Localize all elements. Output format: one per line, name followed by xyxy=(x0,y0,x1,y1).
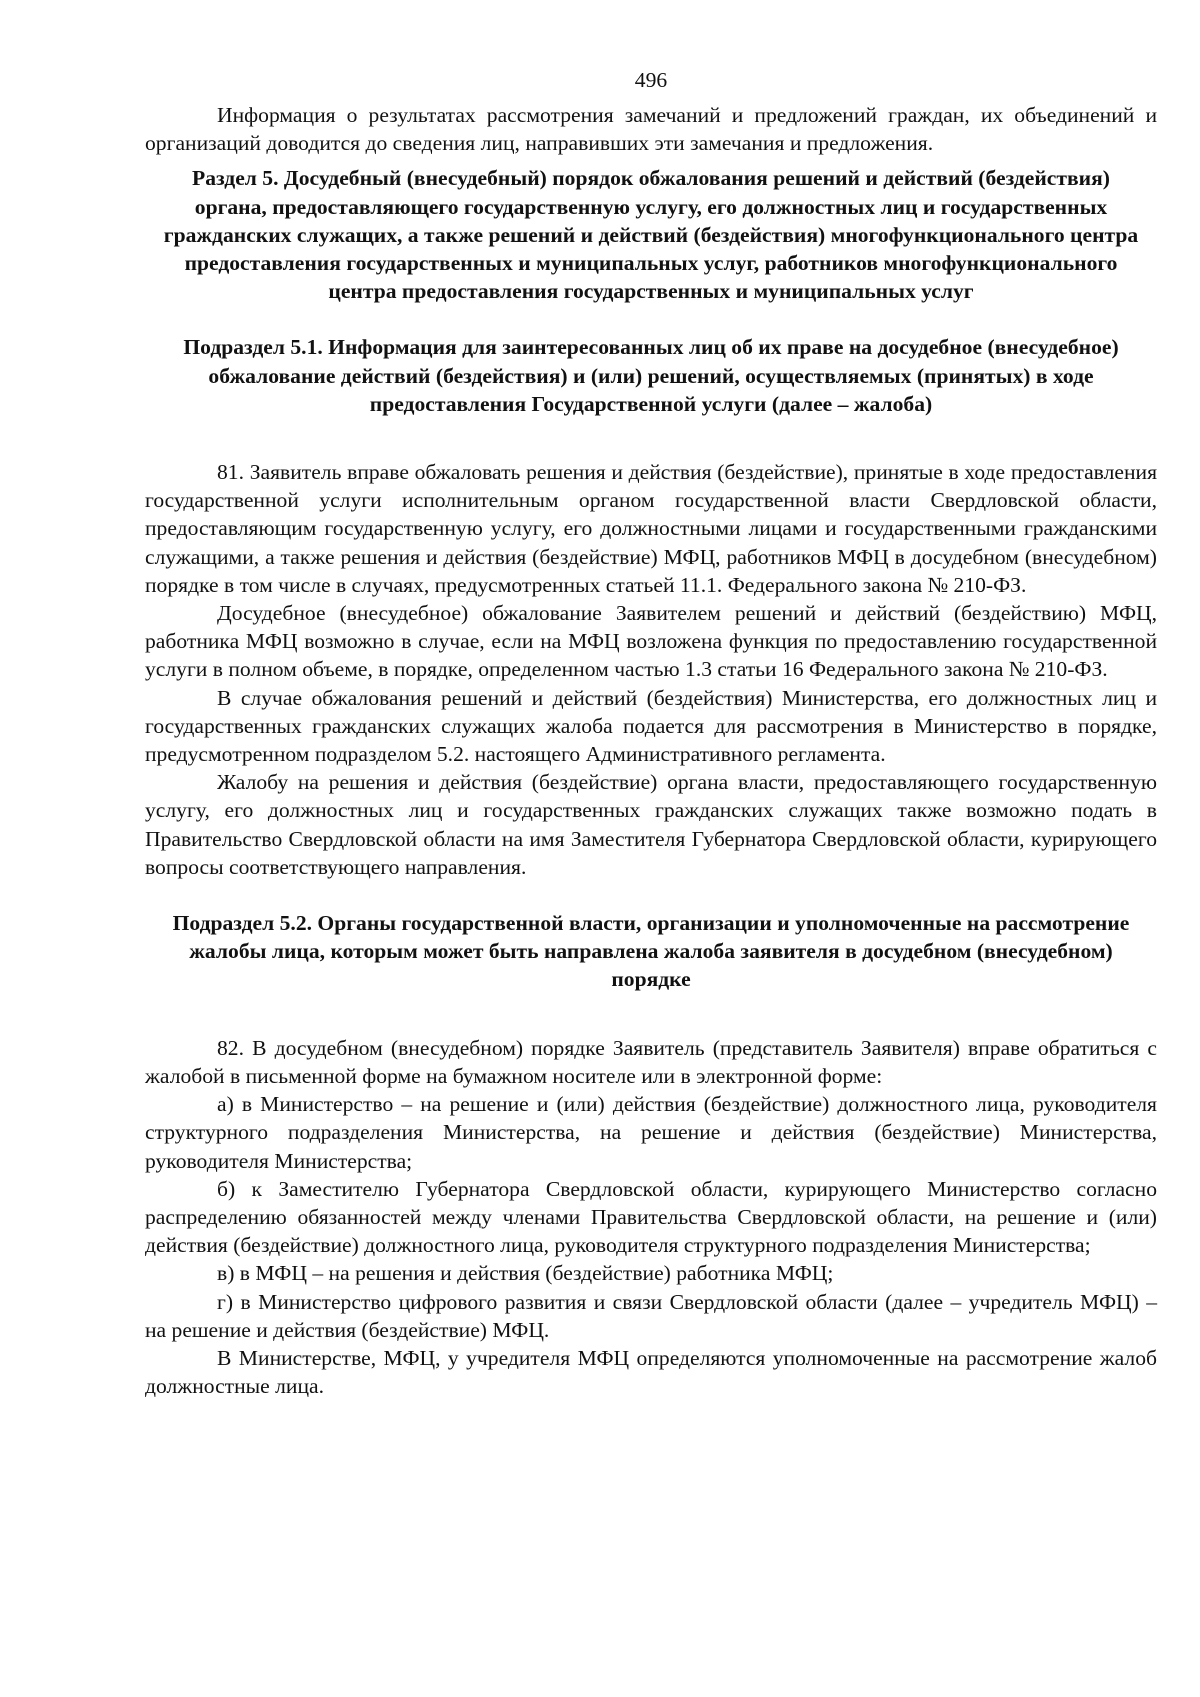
subsection-5-1-heading: Подраздел 5.1. Информация для заинтересованных лиц об их праве на досудебное (внесудебное) обжалование действий (бездействия) и (или) решений, осуществляемых (принятых) в ходе предоставления Государственной услуги (далее – жалоба) xyxy=(183,335,1119,416)
list-item-v: в) в МФЦ – на решения и действия (бездействие) работника МФЦ; xyxy=(217,1261,834,1286)
subsection-5-2-heading: Подраздел 5.2. Органы государственной власти, организации и уполномоченные на рассмотрение жалобы лица, которым может быть направлена жалоба заявителя в досудебном (внесудебном) порядке xyxy=(172,911,1130,992)
list-item-b: б) к Заместителю Губернатора Свердловской области, курирующего Министерство согласно распределению обязанностей между членами Правительства Свердловской области, на решение и (или) действия (бездействие) должностного лица, руководителя структурного подразделения Министерства; xyxy=(145,1176,1157,1258)
document-page xyxy=(145,66,1157,1400)
section-5-heading: Раздел 5. Досудебный (внесудебный) порядок обжалования решений и действий (бездействия) органа, предоставляющего государственную услугу, его должностных лиц и государственных гражданских служащих, а также решений и действий (бездействия) многофункционального центра предоставления государственных и муниципальных услуг, работников многофункционального центра предоставления государственных и муниципальных услуг xyxy=(163,166,1139,304)
intro-paragraph: Информация о результатах рассмотрения замечаний и предложений граждан, их объединений и организаций доводится до сведения лиц, направивших эти замечания и предложения. xyxy=(145,103,1157,156)
paragraph-ministry-appeal: В случае обжалования решений и действий (бездействия) Министерства, его должностных лиц и государственных гражданских служащих жалоба подается для рассмотрения в Министерство в порядке, предусмотренном подразделом 5.2. настоящего Административного регламента. xyxy=(145,685,1157,767)
paragraph-government-appeal: Жалобу на решения и действия (бездействие) органа власти, предоставляющего государственную услугу, его должностных лиц и государственных гражданских служащих также возможно подать в Правительство Свердловской области на имя Заместителя Губернатора Свердловской области, курирующего вопросы соответствующего направления. xyxy=(145,770,1157,879)
list-item-g: г) в Министерство цифрового развития и связи Свердловской области (далее – учредитель МФЦ) – на решение и действия (бездействие) МФЦ. xyxy=(145,1289,1157,1342)
page-number: 496 xyxy=(634,68,668,92)
paragraph-mfc-appeal: Досудебное (внесудебное) обжалование Заявителем решений и действий (бездействию) МФЦ, работника МФЦ возможно в случае, если на МФЦ возложена функция по предоставлению государственной услуги в полном объеме, в порядке, определенном частью 1.3 статьи 16 Федерального закона № 210-ФЗ. xyxy=(145,601,1157,682)
paragraph-81: 81. Заявитель вправе обжаловать решения и действия (бездействие), принятые в ходе предоставления государственной услуги исполнительным органом государственной власти Свердловской области, предоставляющим государственную услугу, его должностными лицами и государственными гражданскими служащими, а также решения и действия (бездействие) МФЦ, работников МФЦ в досудебном (внесудебном) порядке в том числе в случаях, предусмотренных статьей 11.1. Федерального закона № 210-ФЗ. xyxy=(145,460,1157,597)
paragraph-authorized-officials: В Министерстве, МФЦ, у учредителя МФЦ определяются уполномоченные на рассмотрение жалоб должностные лица. xyxy=(145,1345,1157,1399)
paragraph-82: 82. В досудебном (внесудебном) порядке Заявитель (представитель Заявителя) вправе обратиться с жалобой в письменной форме на бумажном носителе или в электронной форме: xyxy=(145,1035,1157,1088)
list-item-a: а) в Министерство – на решение и (или) действия (бездействие) должностного лица, руководителя структурного подразделения Министерства, на решение и действия (бездействие) Министерства, руководителя Министерства; xyxy=(145,1092,1157,1173)
